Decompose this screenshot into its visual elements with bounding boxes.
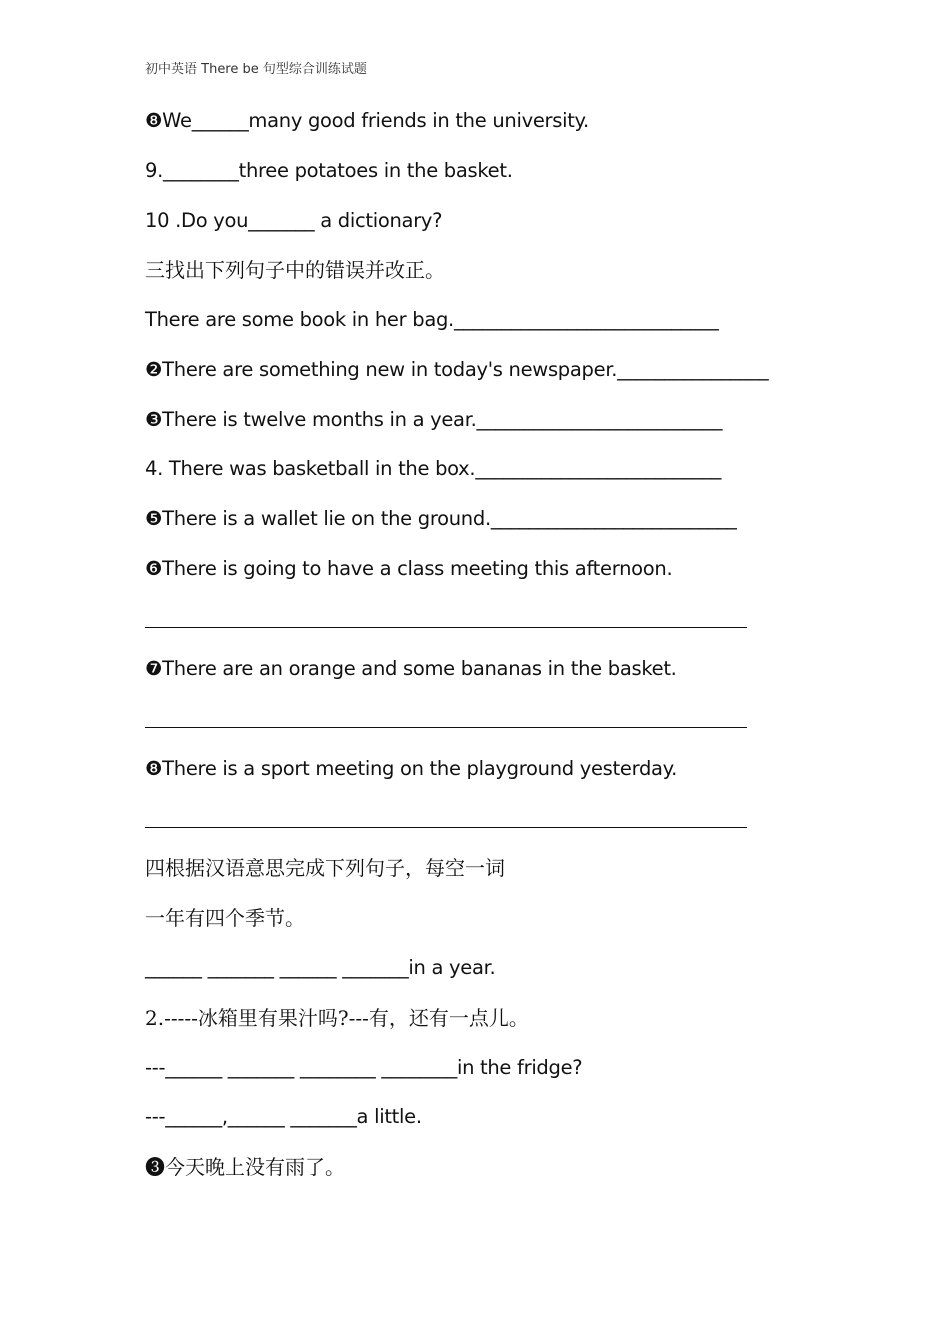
translation-2-answer-a: ---______ _______ ________ ________in the fridge? (145, 1056, 583, 1079)
page-header: 初中英语 There be 句型综合训练试题 (145, 62, 367, 77)
correction-4: 4. There was basketball in the box.__________________________ (145, 457, 722, 480)
translation-1-answer: ______ _______ ______ _______in a year. (145, 956, 496, 979)
translation-2-answer-b: ---______,______ _______a little. (145, 1105, 422, 1128)
correction-2: ❷There are something new in today's newspaper.________________ (145, 358, 769, 381)
correction-5: ❺There is a wallet lie on the ground.__________________________ (145, 507, 737, 530)
correction-8: ❽There is a sport meeting on the playground yesterday. (145, 757, 678, 780)
correction-7: ❼There are an orange and some bananas in the basket. (145, 657, 677, 680)
question-10: 10 .Do you_______ a dictionary? (145, 209, 443, 232)
answer-line-6 (145, 627, 747, 628)
translation-2: 2.-----冰箱里有果汁吗?---有，还有一点儿。 (145, 1006, 529, 1030)
answer-line-8 (145, 827, 747, 828)
translation-3: ❸今天晚上没有雨了。 (145, 1155, 345, 1179)
question-9: 9.________three potatoes in the basket. (145, 159, 513, 182)
correction-6: ❻There is going to have a class meeting this afternoon. (145, 557, 673, 580)
correction-3: ❸There is twelve months in a year.__________________________ (145, 408, 723, 431)
translation-1: 一年有四个季节。 (145, 906, 305, 930)
question-8: ❽We______many good friends in the university. (145, 109, 589, 132)
correction-1: There are some book in her bag.____________________________ (145, 308, 719, 331)
section-3-heading: 三找出下列句子中的错误并改正。 (145, 258, 445, 282)
section-4-heading: 四根据汉语意思完成下列句子，每空一词 (145, 856, 505, 880)
answer-line-7 (145, 727, 747, 728)
